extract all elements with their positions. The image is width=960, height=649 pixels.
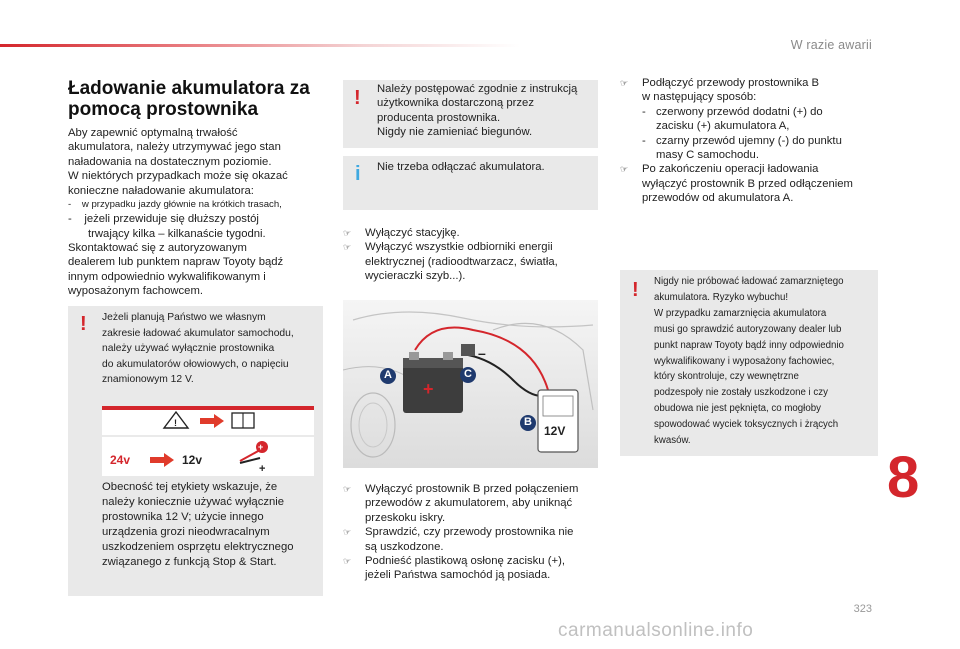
callout-c: C: [464, 368, 472, 380]
warning-icon: !: [80, 313, 87, 335]
page-title: [68, 78, 318, 120]
step-item: ☞ Wyłączyć prostownik B przed połączeniem przewodów z akumulatorem, aby uniknąć przeskoku iskry.: [343, 483, 579, 524]
warning-text: Należy postępować zgodnie z instrukcją użytkownika dostarczoną przez producenta prostownika. Nigdy nie zamieniać biegunów.: [377, 83, 578, 139]
label-note: Obecność tej etykiety wskazuje, że należy koniecznie używać wyłącznie prostownika 12 V; użycie innego urządzenia grozi nieodwracalnym uszkodzeniem osprzętu elektrycznego związanego z funkcją Stop & Start.: [102, 481, 294, 568]
warning-text: Nigdy nie próbować ładować zamarzniętego akumulatora. Ryzyko wybuchu! W przypadku zamarznięcia akumulatora musi go sprawdzić autoryzowany dealer lub punkt napraw Toyoty bądź inny odpowiednio wykwalifikowany i wyposażony fachowiec, który skontroluje, czy wewnętrzne podzespoły nie zostały uszkodzone i czy obudowa nie jest pęknięta, co mogłoby spowodować wyciek toksycznych i żrących kwasów.: [654, 276, 844, 447]
dash-item: - jeżeli przewiduje się dłuższy postój: [68, 213, 259, 226]
dash-item: - w przypadku jazdy głównie na krótkich trasach,: [68, 199, 282, 211]
arrow-icon: ☞: [343, 228, 352, 238]
svg-text:+: +: [423, 379, 434, 399]
steps-after: [343, 482, 605, 583]
page-number: 323: [853, 603, 872, 615]
title-line: pomocą prostownika: [68, 99, 259, 120]
step-item: ☞ Wyłączyć stacyjkę.: [343, 227, 460, 239]
steps-before: [343, 226, 603, 284]
label-12v-text: 12v: [182, 453, 203, 467]
svg-text:+: +: [259, 463, 266, 475]
dash-item-black: - czarny przewód ujemny (-) do punktu masy C samochodu.: [642, 134, 842, 162]
watermark: carmanualsonline.info: [558, 620, 754, 641]
arrow-icon: ☞: [343, 556, 352, 567]
section-title: W razie awarii: [790, 38, 872, 52]
text-line: Aby zapewnić optymalną trwałość: [68, 127, 238, 139]
intro-paragraph: [68, 126, 323, 299]
header-accent-bar: [0, 44, 520, 47]
info-text: Nie trzeba odłączać akumulatora.: [377, 161, 545, 173]
info-box: [343, 156, 598, 210]
arrow-icon: ☞: [343, 484, 352, 494]
warning-box-instructions: [343, 80, 598, 148]
label-graphic: [102, 406, 314, 476]
text-line: wyposażonym fachowcem.: [68, 285, 203, 298]
engine-bay-illustration: [343, 300, 598, 468]
label-24v-text: 24v: [110, 453, 131, 467]
chapter-number: 8: [887, 445, 920, 510]
svg-text:–: –: [478, 345, 486, 361]
warning-text: Jeżeli planują Państwo we własnym zakresie ładować akumulator samochodu, należy używać wyłącznie prostownika do akumulatorów ołowiowych, o napięciu znamionowym 12 V.: [102, 312, 294, 386]
step-item: ☞ Wyłączyć wszystkie odbiorniki energii elektrycznej (radioodtwarzacz, światła, wycieraczki szyb...).: [343, 241, 558, 283]
callout-b: B: [524, 416, 532, 428]
text-line: dealerem lub punktem napraw Toyoty bądź: [68, 256, 284, 269]
step-item: ☞ Podnieść plastikową osłonę zacisku (+), jeżeli Państwa samochód ją posiada.: [343, 555, 565, 582]
text-line: konieczne naładowanie akumulatora:: [68, 184, 254, 197]
text-line: innym odpowiednio wykwalifikowanym i: [68, 270, 266, 283]
warning-box-charger: [68, 306, 323, 596]
text-line: naładowania na dostatecznym poziomie.: [68, 155, 272, 168]
charger-voltage-label: 12V: [544, 424, 566, 438]
title-line: Ładowanie akumulatora za: [68, 78, 310, 99]
arrow-icon: ☞: [343, 242, 352, 253]
warning-icon: !: [632, 279, 639, 301]
dash-item-red: - czerwony przewód dodatni (+) do zacisku (+) akumulatora A,: [642, 105, 823, 133]
arrow-icon: ☞: [620, 78, 629, 88]
text-line: W niektórych przypadkach może się okazać: [68, 170, 288, 183]
battery-charger-figure: [343, 300, 598, 468]
arrow-icon: ☞: [343, 527, 352, 538]
text-line: akumulatora, należy utrzymywać jego stan: [68, 141, 281, 154]
step-item: ☞ Sprawdzić, czy przewody prostownika nie są uszkodzone.: [343, 526, 574, 553]
svg-text:!: !: [174, 418, 177, 428]
callout-a: A: [384, 369, 392, 381]
warning-icon: !: [354, 87, 361, 109]
svg-text:+: +: [258, 442, 264, 452]
charger-label-image: [102, 406, 314, 476]
step-item: ☞ Po zakończeniu operacji ładowania wyłączyć prostownik B przed odłączeniem przewodów od akumulatora A.: [620, 163, 853, 205]
text-line: trwający kilka – kilkanaście tygodni.: [88, 227, 266, 240]
arrow-icon: ☞: [620, 164, 629, 175]
step-item: ☞ Podłączyć przewody prostownika B w następujący sposób:: [620, 77, 820, 104]
text-line: Skontaktować się z autoryzowanym: [68, 242, 247, 255]
info-icon: i: [355, 163, 361, 185]
warning-box-frozen: [620, 270, 878, 456]
connect-instructions: [620, 76, 878, 206]
